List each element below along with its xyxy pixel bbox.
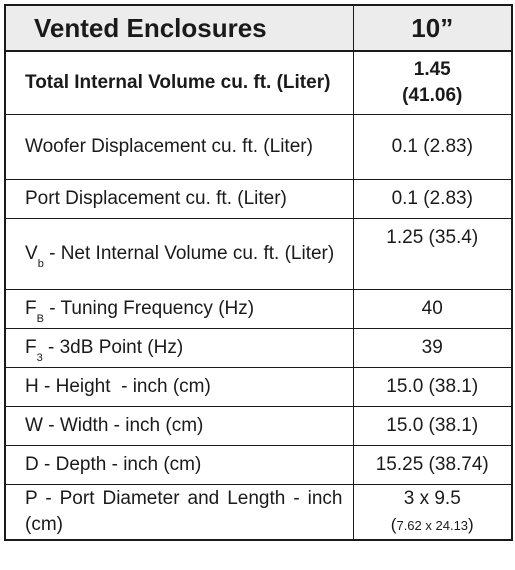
height-label: H - Height - inch (cm)	[5, 368, 353, 407]
3db-point-text: - 3dB Point (Hz)	[42, 337, 184, 358]
table-row-tuning-frequency	[5, 290, 512, 329]
net-volume-value: 1.25 (35.4)	[353, 219, 512, 290]
tuning-frequency-symbol: F	[25, 298, 37, 319]
tuning-frequency-subscript: B	[36, 312, 44, 325]
table-header-row	[5, 5, 512, 51]
total-volume-cuft: 1.45	[413, 59, 451, 80]
port-displacement-label: Port Displacement cu. ft. (Liter)	[5, 180, 353, 219]
table-title: Vented Enclosures	[5, 5, 353, 51]
height-value: 15.0 (38.1)	[353, 368, 512, 407]
net-volume-label	[5, 219, 353, 290]
tuning-frequency-label	[5, 290, 353, 329]
woofer-displacement-label: Woofer Displacement cu. ft. (Liter)	[5, 115, 353, 180]
table-row-depth	[5, 446, 512, 485]
table-row-total-volume	[5, 51, 512, 115]
width-label: W - Width - inch (cm)	[5, 407, 353, 446]
total-volume-liter: (41.06)	[402, 85, 463, 106]
table-row-height	[5, 368, 512, 407]
table-row-3db-point	[5, 329, 512, 368]
woofer-size-header: 10”	[353, 5, 512, 51]
3db-point-subscript: 3	[36, 351, 43, 364]
table-row-woofer-displacement	[5, 115, 512, 180]
port-dimensions-cm: (7.62 x 24.13)	[390, 514, 474, 534]
table-row-width	[5, 407, 512, 446]
3db-point-label	[5, 329, 353, 368]
table-row-net-volume	[5, 219, 512, 290]
total-volume-label: Total Internal Volume cu. ft. (Liter)	[5, 51, 353, 115]
port-dimensions-inch: 3 x 9.5	[403, 487, 461, 509]
port-dimensions-label: P - Port Diameter and Length - inch (cm)	[5, 485, 353, 541]
woofer-displacement-value: 0.1 (2.83)	[353, 115, 512, 180]
net-volume-subscript: b	[37, 257, 44, 270]
net-volume-symbol: V	[25, 243, 38, 264]
width-value: 15.0 (38.1)	[353, 407, 512, 446]
3db-point-value: 39	[353, 329, 512, 368]
net-volume-text: - Net Internal Volume cu. ft. (Liter)	[43, 243, 335, 264]
tuning-frequency-text: - Tuning Frequency (Hz)	[43, 298, 255, 319]
port-displacement-value: 0.1 (2.83)	[353, 180, 512, 219]
port-dimensions-cm-value: 7.62 x 24.13	[396, 517, 469, 533]
table-row-port-dimensions	[5, 485, 512, 541]
total-volume-value	[353, 51, 512, 115]
depth-value: 15.25 (38.74)	[353, 446, 512, 485]
port-dimensions-value	[353, 485, 512, 541]
tuning-frequency-value: 40	[353, 290, 512, 329]
vented-enclosure-spec-table	[4, 4, 513, 541]
3db-point-symbol: F	[25, 337, 37, 358]
table-row-port-displacement	[5, 180, 512, 219]
depth-label: D - Depth - inch (cm)	[5, 446, 353, 485]
